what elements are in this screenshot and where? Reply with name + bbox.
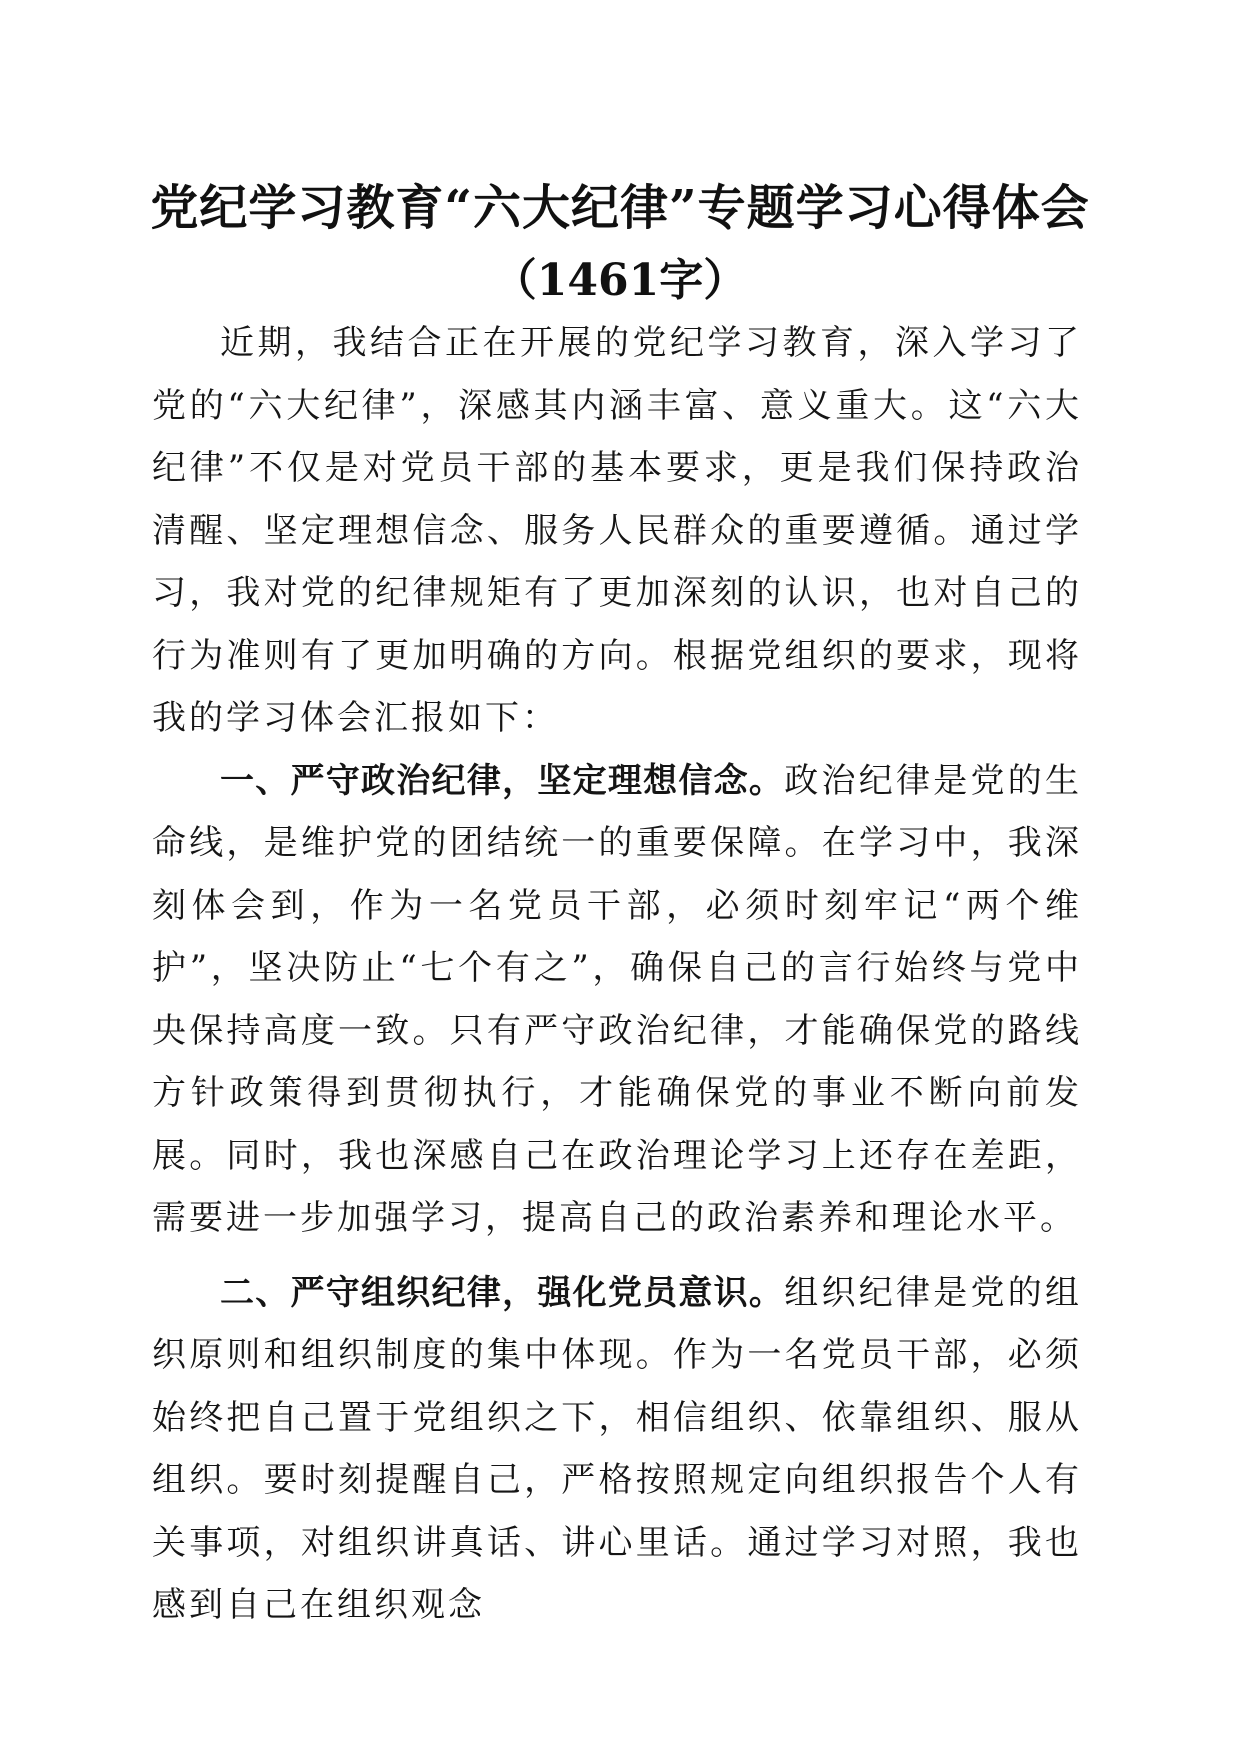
document-body — [152, 312, 1082, 1637]
section-2-heading: 二、严守组织纪律，强化党员意识。 — [220, 1272, 785, 1313]
section-2-paragraph — [152, 1262, 1082, 1637]
title-block — [120, 170, 1120, 316]
section-1-text: 政治纪律是党的生命线，是维护党的团结统一的重要保障。在学习中，我深刻体会到，作为一名党员干部，必须时刻牢记“两个维护”，坚决防止“七个有之”，确保自己的言行始终与党中央保持高度一致。只有严守政治纪律，才能确保党的路线方针政策得到贯彻执行，才能确保党的事业不断向前发展。同时，我也深感自己在政治理论学习上还存在差距，需要进一步加强学习，提高自己的政治素养和理论水平。 — [152, 760, 1083, 1238]
section-2-text: 组织纪律是党的组织原则和组织制度的集中体现。作为一名党员干部，必须始终把自己置于党组织之下，相信组织、依靠组织、服从组织。要时刻提醒自己，严格按照规定向组织报告个人有关事项，对组织讲真话、讲心里话。通过学习对照，我也感到自己在组织观念 — [152, 1272, 1083, 1625]
section-1-heading: 一、严守政治纪律，坚定理想信念。 — [220, 760, 785, 801]
section-1-paragraph — [152, 750, 1082, 1250]
intro-text: 近期，我结合正在开展的党纪学习教育，深入学习了党的“六大纪律”，深感其内涵丰富、意义重大。这“六大纪律”不仅是对党员干部的基本要求，更是我们保持政治清醒、坚定理想信念、服务人民群众的重要遵循。通过学习，我对党的纪律规矩有了更加深刻的认识，也对自己的行为准则有了更加明确的方向。根据党组织的要求，现将我的学习体会汇报如下： — [152, 323, 1082, 738]
document-subtitle: （1461字） — [492, 255, 748, 306]
intro-paragraph — [152, 312, 1082, 750]
document-title: 党纪学习教育“六大纪律”专题学习心得体会 — [150, 180, 1090, 236]
